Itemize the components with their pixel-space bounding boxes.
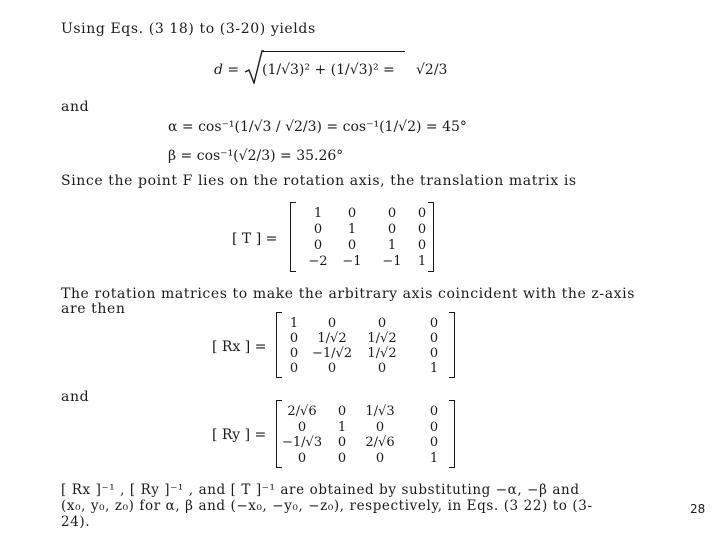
matrix-rx-label: [ Rx ] = [212, 339, 267, 355]
and-text-1: and [61, 99, 90, 115]
and-text-2: and [61, 389, 90, 405]
matrix-cell: 0 [417, 238, 427, 253]
matrix-cell: 0 [429, 419, 439, 435]
page-number: 28 [690, 502, 706, 516]
matrix-cell: 0 [297, 419, 307, 435]
matrix-cell: 0 [429, 331, 439, 346]
matrix-cell: 1 [429, 450, 439, 466]
matrix-cell: 0 [429, 435, 439, 450]
bracket-left [290, 202, 296, 272]
matrix-ry-label: [ Ry ] = [212, 427, 267, 443]
matrix-cell: 0 [429, 316, 439, 331]
matrix-cell: 0 [417, 222, 427, 237]
matrix-cell: 0 [375, 450, 385, 466]
matrix-cell: 0 [289, 361, 299, 376]
matrix-cell: 0 [347, 238, 357, 253]
matrix-cell: 0 [327, 361, 337, 376]
matrix-cell: 1/√2 [367, 331, 397, 346]
matrix-cell: 1 [417, 254, 427, 269]
matrix-cell: 0 [377, 361, 387, 376]
matrix-cell: 0 [387, 222, 397, 237]
matrix-cell: 0 [313, 238, 323, 253]
matrix-cell: 0 [387, 206, 397, 221]
matrix-cell: 0 [337, 404, 347, 419]
matrix-cell: −1/√3 [282, 435, 323, 450]
matrix-cell: 0 [375, 419, 385, 435]
rotation-sentence-line1: The rotation matrices to make the arbitrary axis coincident with the z-axis [61, 286, 635, 302]
matrix-cell: 1 [347, 222, 357, 237]
matrix-t-label: [ T ] = [232, 231, 278, 247]
matrix-cell: 0 [327, 316, 337, 331]
matrix-cell: 1/√3 [365, 404, 395, 419]
matrix-cell: 0 [313, 222, 323, 237]
matrix-cell: 0 [429, 404, 439, 419]
matrix-ry [276, 400, 456, 466]
equation-d-rhs: √2/3 [416, 62, 448, 78]
equation-d [214, 62, 239, 78]
matrix-cell: 0 [417, 206, 427, 221]
matrix-cell: 1 [313, 206, 323, 221]
matrix-cell: 0 [377, 316, 387, 331]
matrix-rx [276, 312, 456, 376]
matrix-cell: 1 [337, 419, 347, 435]
translation-sentence: Since the point F lies on the rotation axis, the translation matrix is [61, 173, 577, 189]
matrix-cell: 1/√2 [317, 331, 347, 346]
closing-line2: (x₀, y₀, z₀) for α, β and (−x₀, −y₀, −z₀), respectively, in Eqs. (3 22) to (3- [61, 498, 593, 514]
rotation-sentence-line2: are then [61, 301, 126, 317]
equation-beta: β = cos⁻¹(√2/3) = 35.26° [168, 148, 344, 164]
matrix-cell: 0 [429, 346, 439, 361]
matrix-cell: −1/√2 [312, 346, 353, 361]
closing-line1: [ Rx ]⁻¹ , [ Ry ]⁻¹ , and [ T ]⁻¹ are obtained by substituting −α, −β and [61, 482, 580, 498]
matrix-cell: 0 [337, 450, 347, 466]
intro-text: Using Eqs. (3 18) to (3-20) yields [61, 21, 316, 37]
matrix-cell: 0 [289, 346, 299, 361]
closing-line3: 24). [61, 514, 91, 530]
matrix-cell: 0 [289, 331, 299, 346]
equation-d-radicand: (1/√3)² + (1/√3)² = [262, 62, 395, 78]
radical-sign [244, 50, 264, 84]
equation-alpha: α = cos⁻¹(1/√3 / √2/3) = cos⁻¹(1/√2) = 45° [168, 119, 467, 135]
matrix-cell: 0 [337, 435, 347, 450]
matrix-cell: 2/√6 [365, 435, 395, 450]
matrix-cell: 1 [387, 238, 397, 253]
matrix-cell: 2/√6 [287, 404, 317, 419]
matrix-cell: 1/√2 [367, 346, 397, 361]
matrix-cell: 1 [429, 361, 439, 376]
matrix-cell: 0 [347, 206, 357, 221]
equation-d-lhs: d = [214, 62, 240, 78]
matrix-cell: −1 [382, 254, 402, 269]
matrix-cell: −2 [308, 254, 328, 269]
matrix-cell: 0 [297, 450, 307, 466]
matrix-cell: 1 [289, 316, 299, 331]
matrix-t [290, 202, 435, 270]
matrix-cell: −1 [342, 254, 362, 269]
